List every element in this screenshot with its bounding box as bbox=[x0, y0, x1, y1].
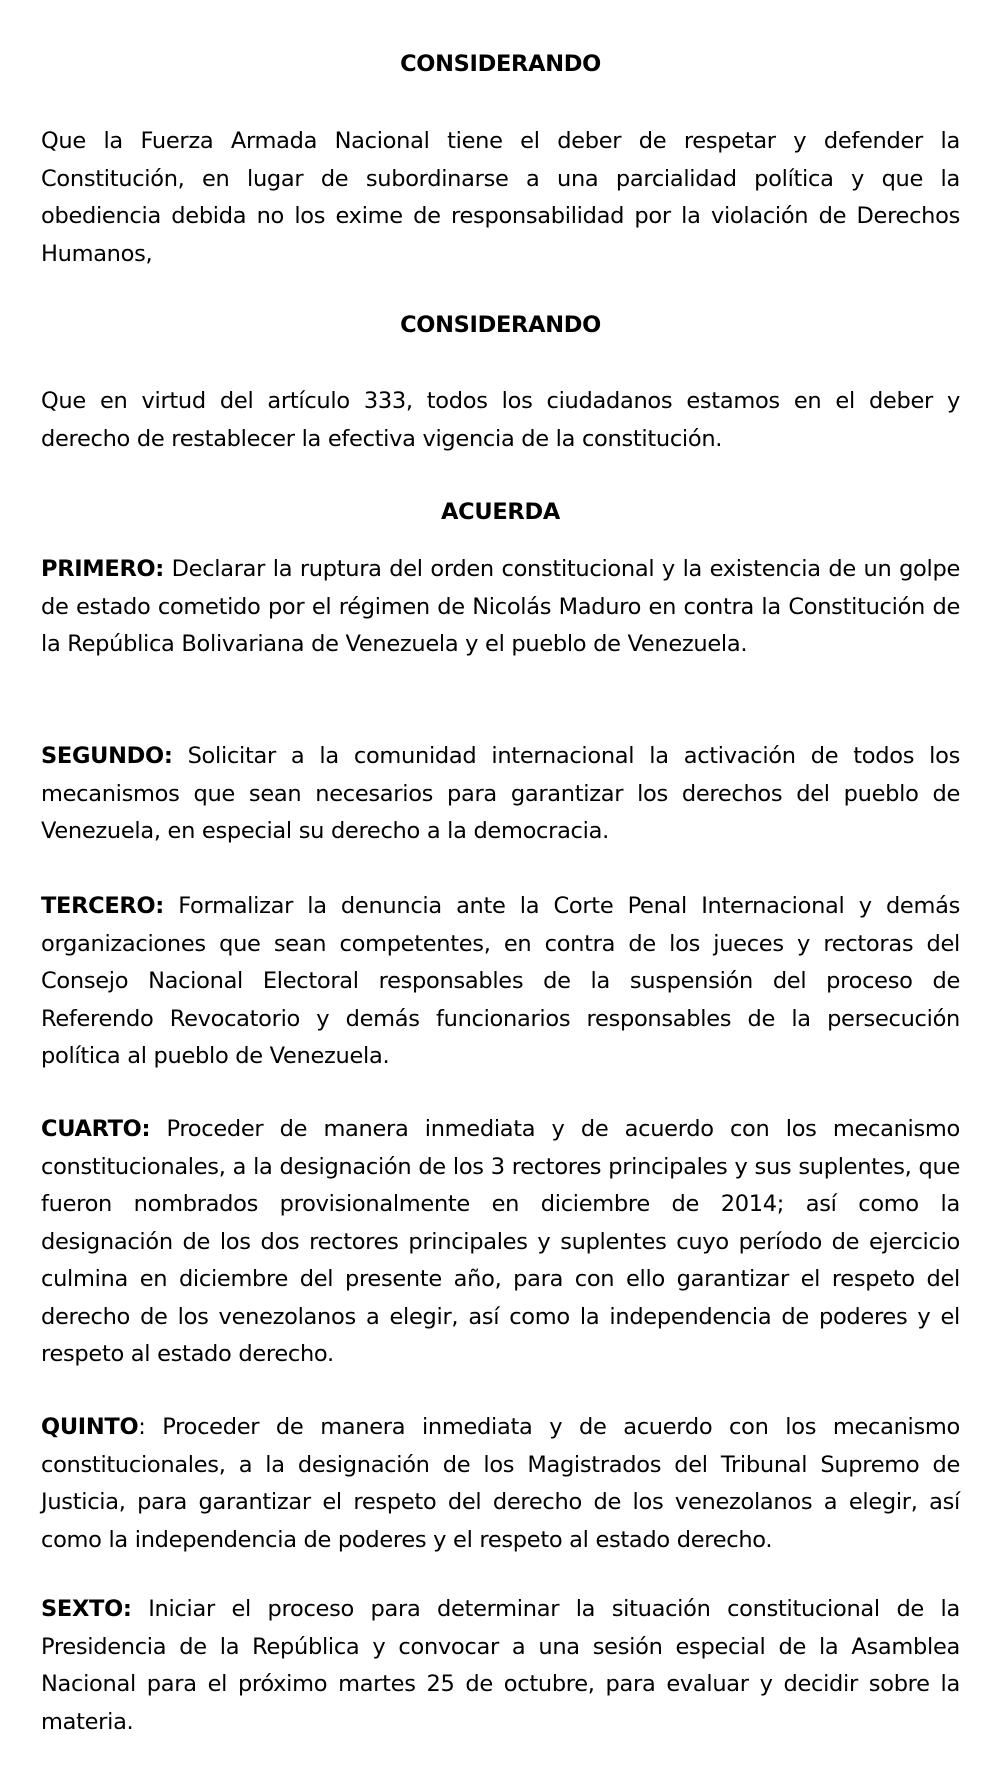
article-text: Declarar la ruptura del orden constitucional y la existencia de un golpe de estado cometido por el régimen de Nicolás Maduro en contra la Constitución de la República Bolivariana de Venezuela y el pueblo de Venezuela. bbox=[41, 556, 960, 657]
article-text: Solicitar a la comunidad internacional la activación de todos los mecanismos que sean necesarios para garantizar los derechos del pueblo de Venezuela, en especial su derecho a la democracia. bbox=[41, 743, 960, 844]
article-quinto bbox=[41, 1409, 960, 1559]
considerando-paragraph-2: Que en virtud del artículo 333, todos los ciudadanos estamos en el deber y derecho de restablecer la efectiva vigencia de la constitución. bbox=[41, 388, 960, 452]
article-label: PRIMERO: bbox=[41, 556, 164, 582]
article-text: Iniciar el proceso para determinar la situación constitucional de la Presidencia de la República y convocar a una sesión especial de la Asamblea Nacional para el próximo martes 25 de octubre, para evaluar y decidir sobre la materia. bbox=[41, 1596, 960, 1735]
considerando-heading-2: CONSIDERANDO bbox=[400, 312, 601, 338]
article-sexto bbox=[41, 1591, 960, 1741]
article-text: Proceder de manera inmediata y de acuerdo con los mecanismo constitucionales, a la designación de los 3 rectores principales y sus suplentes, que fueron nombrados provisionalmente en diciembre de 2014; así como la designación de los dos rectores principales y suplentes cuyo período de ejercicio culmina en diciembre del presente año, para con ello garantizar el respeto del derecho de los venezolanos a elegir, así como la independencia de poderes y el respeto al estado derecho. bbox=[41, 1116, 960, 1367]
article-tercero bbox=[41, 888, 960, 1076]
article-label: QUINTO bbox=[41, 1414, 139, 1440]
article-primero bbox=[41, 551, 960, 664]
article-label: SEXTO: bbox=[41, 1596, 132, 1622]
considerando-paragraph-1: Que la Fuerza Armada Nacional tiene el deber de respetar y defender la Constitución, en lugar de subordinarse a una parcialidad política y que la obediencia debida no los exime de responsabilidad por la violación de Derechos Humanos, bbox=[41, 128, 960, 267]
article-segundo bbox=[41, 738, 960, 851]
article-cuarto bbox=[41, 1111, 960, 1374]
article-label: CUARTO: bbox=[41, 1116, 151, 1142]
article-text: : Proceder de manera inmediata y de acuerdo con los mecanismo constitucionales, a la designación de los Magistrados del Tribunal Supremo de Justicia, para garantizar el respeto del derecho de los venezolanos a elegir, así como la independencia de poderes y el respeto al estado derecho. bbox=[41, 1414, 960, 1553]
acuerda-heading: ACUERDA bbox=[441, 499, 560, 525]
article-text: Formalizar la denuncia ante la Corte Penal Internacional y demás organizaciones que sean competentes, en contra de los jueces y rectoras del Consejo Nacional Electoral responsables de la suspensión del proceso de Referendo Revocatorio y demás funcionarios responsables de la persecución política al pueblo de Venezuela. bbox=[41, 893, 960, 1069]
considerando-heading-1: CONSIDERANDO bbox=[400, 51, 601, 77]
article-label: TERCERO: bbox=[41, 893, 164, 919]
article-label: SEGUNDO: bbox=[41, 743, 173, 769]
